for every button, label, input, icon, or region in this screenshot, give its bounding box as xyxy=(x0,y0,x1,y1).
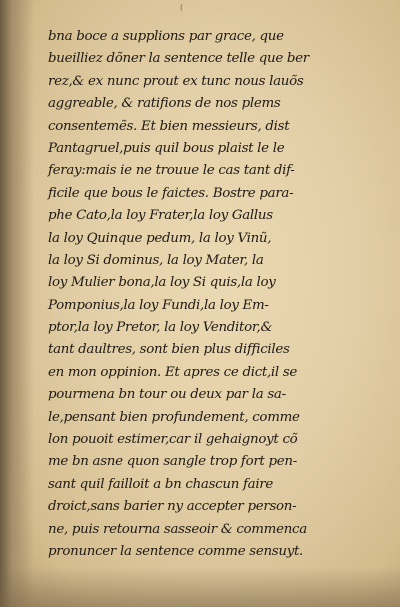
text-line-12: loy Mulier bona,la loy Si quis,la loy xyxy=(48,275,276,291)
header-mark: ( xyxy=(180,3,184,12)
text-line-2: bueilliez dõner la sentence telle que ber xyxy=(48,51,309,67)
text-line-9: phe Cato,la loy Frater,la loy Gallus xyxy=(48,208,273,224)
text-line-24: pronuncer la sentence comme sensuyt. xyxy=(48,543,303,559)
text-line-11: la loy Si dominus, la loy Mater, la xyxy=(48,252,264,268)
text-line-6: Pantagruel,puis quil bous plaist le le xyxy=(48,140,285,156)
text-line-19: lon pouoit estimer,car il gehaignoyt cõ xyxy=(48,432,298,448)
text-line-23: ne, puis retourna sasseoir & commenca xyxy=(48,521,307,537)
page-binding-shadow xyxy=(0,0,34,607)
text-line-17: pourmena bn tour ou deux par la sa- xyxy=(48,387,286,403)
text-line-8: ficile que bous le faictes. Bostre para- xyxy=(48,185,294,201)
text-line-7: feray:mais ie ne trouue le cas tant dif- xyxy=(48,163,295,179)
text-line-4: aggreable, & ratifions de nos plems xyxy=(48,96,281,112)
text-line-1: bna boce a supplions par grace, que xyxy=(48,29,284,44)
text-line-3: rez,& ex nunc prout ex tunc nous lauõs xyxy=(48,73,304,89)
text-line-14: ptor,la loy Pretor, la loy Venditor,& xyxy=(48,320,273,336)
text-line-21: sant quil failloit a bn chascun faire xyxy=(48,476,274,492)
text-line-13: Pomponius,la loy Fundi,la loy Em- xyxy=(48,297,269,313)
body-text xyxy=(48,26,384,576)
text-line-15: tant daultres, sont bien plus difficiles xyxy=(48,342,290,358)
text-line-16: en mon oppinion. Et apres ce dict,il se xyxy=(48,364,298,380)
text-line-5: consentemẽs. Et bien messieurs, dist xyxy=(48,118,290,134)
text-line-10: la loy Quinque pedum, la loy Vinũ, xyxy=(48,230,272,246)
text-line-18: le,pensant bien profundement, comme xyxy=(48,409,300,425)
text-line-20: me bn asne quon sangle trop fort pen- xyxy=(48,454,297,470)
text-line-22: droict,sans barier ny accepter person- xyxy=(48,499,297,515)
